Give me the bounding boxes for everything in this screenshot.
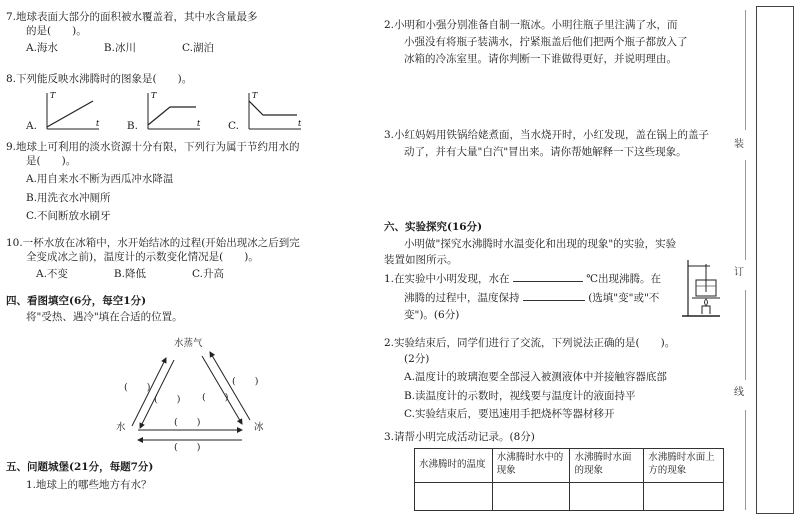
q8-option-b[interactable]: [127, 89, 204, 133]
graph-b-t-axis: T: [150, 91, 157, 101]
q10-line1: 10.一杯水放在冰箱中，水开始结冰的过程(开始出现冰之后到完: [6, 237, 300, 249]
question-9: [6, 140, 358, 223]
binding-mark-3: 线: [734, 387, 744, 398]
binding-dashes-bottom: [745, 410, 746, 510]
q7-options: [6, 41, 358, 55]
binding-mark-2: 订: [734, 267, 744, 278]
water-cycle-diagram: [6, 334, 358, 454]
boiling-apparatus-illustration: [680, 256, 724, 320]
table-header-in-water: 水沸腾时水中的现象: [492, 449, 570, 483]
s6q2-line2: (2分): [404, 353, 430, 366]
s6q2-option-a[interactable]: A.温度计的玻璃泡要全部浸入被测液体中并接触容器底部: [404, 371, 667, 384]
q9-line1: 9.地球上可利用的淡水资源十分有限，下列行为属于节约用水的: [6, 141, 300, 153]
water-cycle-arrows: [6, 334, 358, 454]
s6q1-line1-a: 1.在实验中小明发现，水在: [384, 273, 510, 285]
table-cell-surface[interactable]: [570, 483, 644, 511]
section-4-title: 四、看图填空(6分，每空1分): [6, 295, 147, 307]
q8-option-b-label: B.: [126, 120, 138, 132]
s6q1-line1: [384, 272, 684, 286]
q10-options: [6, 267, 358, 281]
q2-line1: 2.小明和小强分别准备自制一瓶冰。小明往瓶子里注满了水，而: [384, 19, 678, 31]
s6q3-text: 3.请帮小明完成活动记录。(8分): [384, 431, 535, 443]
q8-option-c-label: C.: [227, 120, 239, 132]
binding-dashes-mid: [745, 160, 746, 260]
q7-line1: 7.地球表面大部分的面积被水覆盖着，其中水含量最多: [6, 11, 258, 23]
table-header-surface: 水沸腾时水面的现象: [570, 449, 644, 483]
blank-bottom-lower[interactable]: ( ): [174, 442, 201, 453]
s6q1-line3: 变")。(6分): [404, 309, 460, 322]
q7-option-c[interactable]: C.湖泊: [181, 42, 214, 55]
binding-dashes-low: [745, 290, 746, 380]
q10-option-b[interactable]: B.降低: [113, 268, 146, 281]
graph-a-t-axis: T: [49, 91, 56, 101]
graph-c-time-axis: t: [297, 119, 302, 129]
label-water: 水: [116, 422, 126, 433]
q8-graph-options: [6, 89, 358, 133]
table-header-above-surface: 水沸腾时水面上方的现象: [644, 449, 724, 483]
section-6: [384, 220, 724, 268]
section-5: [6, 460, 358, 492]
section-5-title: 五、问题城堡(21分，每题7分): [6, 461, 154, 473]
q7-option-b[interactable]: B.冰川: [103, 42, 136, 55]
table-cell-above-surface[interactable]: [644, 483, 724, 511]
question-8: [6, 72, 358, 133]
s6q1-line2-a: 沸腾的过程中，温度保持: [404, 292, 520, 305]
s6q1-line2: [384, 291, 684, 305]
blank-temp-change[interactable]: [523, 291, 585, 301]
section-6-intro2: 装置如图所示。: [384, 254, 458, 267]
s6q2-option-b[interactable]: B.读温度计的示数时，视线要与温度计的液面持平: [404, 389, 636, 402]
section-6-q2: [384, 336, 724, 421]
q9-line2: 是( )。: [26, 155, 77, 168]
question-10: [6, 236, 358, 282]
section-6-q1: [384, 272, 684, 323]
q3-line1: 3.小红妈妈用铁锅给姥煮面，当水烧开时，小红发现，盖在锅上的盖子: [384, 129, 710, 141]
q2-line2: 小强没有将瓶子装满水，拧紧瓶盖后他们把两个瓶子都放入了: [404, 36, 688, 49]
q10-option-a[interactable]: A.不变: [36, 268, 68, 281]
s6q1-line1-b: ℃出现沸腾。在: [586, 273, 661, 285]
table-row: [415, 449, 724, 483]
question-2-right: [384, 18, 724, 67]
q8-option-a[interactable]: [26, 89, 103, 133]
q9-option-a[interactable]: A.用自来水不断为西瓜冲水降温: [26, 173, 174, 186]
s6q2-line1: 2.实验结束后，同学们进行了交流，下列说法正确的是( )。: [384, 337, 676, 349]
question-3-right: [384, 128, 724, 159]
table-cell-temp[interactable]: [415, 483, 493, 511]
q9-option-c[interactable]: C.不间断放水刷牙: [26, 209, 111, 222]
binding-mark-1: 装: [734, 139, 744, 150]
section-4: [6, 294, 358, 324]
table-cell-in-water[interactable]: [492, 483, 570, 511]
question-7: [6, 10, 358, 56]
blank-boiling-temp[interactable]: [513, 272, 583, 282]
s6q2-option-c[interactable]: C.实验结束后，要迅速用手把烧杯等器材移开: [404, 407, 615, 420]
binding-strip: [756, 6, 794, 514]
q7-option-a[interactable]: A.海水: [26, 42, 58, 55]
section-5-q1: 1.地球上的哪些地方有水？: [26, 479, 152, 492]
graph-a-time-axis: t: [95, 119, 100, 129]
q2-line3: 冰箱的冷冻室里。请你判断一下谁做得更好，并说明理由。: [404, 53, 677, 66]
blank-left-outer[interactable]: ( ): [124, 382, 151, 393]
section-6-q3: [384, 430, 724, 444]
graph-c-fall-then-plateau: [243, 89, 305, 133]
s6q1-line2-b: (选填"变"或"不: [588, 292, 660, 305]
q8-stem: 8.下列能反映水沸腾时的图象是( )。: [6, 73, 193, 85]
blank-right-outer[interactable]: ( ): [232, 376, 259, 387]
label-water-vapor: 水蒸气: [174, 338, 203, 349]
graph-b-rise-then-plateau: [142, 89, 204, 133]
section-6-intro1: 小明做"探究水沸腾时水温变化和出现的现象"的实验，实验: [404, 238, 677, 251]
table-header-temp: 水沸腾时的温度: [415, 449, 493, 483]
blank-left-inner[interactable]: ( ): [154, 394, 181, 405]
activity-record-table: [414, 448, 724, 511]
section-4-instruction: 将"受热、遇冷"填在合适的位置。: [26, 311, 183, 324]
section-6-title: 六、实验探究(16分): [384, 221, 483, 233]
q10-line2: 全变成冰之前)，温度计的示数变化情况是( )。: [26, 251, 259, 264]
table-row: [415, 483, 724, 511]
q10-option-c[interactable]: C.升高: [191, 268, 224, 281]
binding-dashes-top: [745, 10, 746, 130]
page-footer: [250, 520, 550, 528]
graph-a-rising-line: [41, 89, 103, 133]
graph-b-time-axis: t: [196, 119, 201, 129]
label-ice: 冰: [254, 422, 264, 433]
graph-c-t-axis: T: [251, 91, 258, 101]
q9-option-b[interactable]: B.用洗衣水冲厕所: [26, 191, 111, 204]
q8-option-c[interactable]: [228, 89, 305, 133]
blank-bottom-upper[interactable]: ( ): [174, 417, 201, 428]
q8-option-a-label: A.: [26, 120, 37, 132]
q3-line2: 动了，并有大量"白汽"冒出来。请你帮她解释一下这些现象。: [404, 146, 687, 159]
blank-right-inner[interactable]: ( ): [202, 392, 229, 403]
q7-line2: 的是( )。: [26, 25, 87, 38]
